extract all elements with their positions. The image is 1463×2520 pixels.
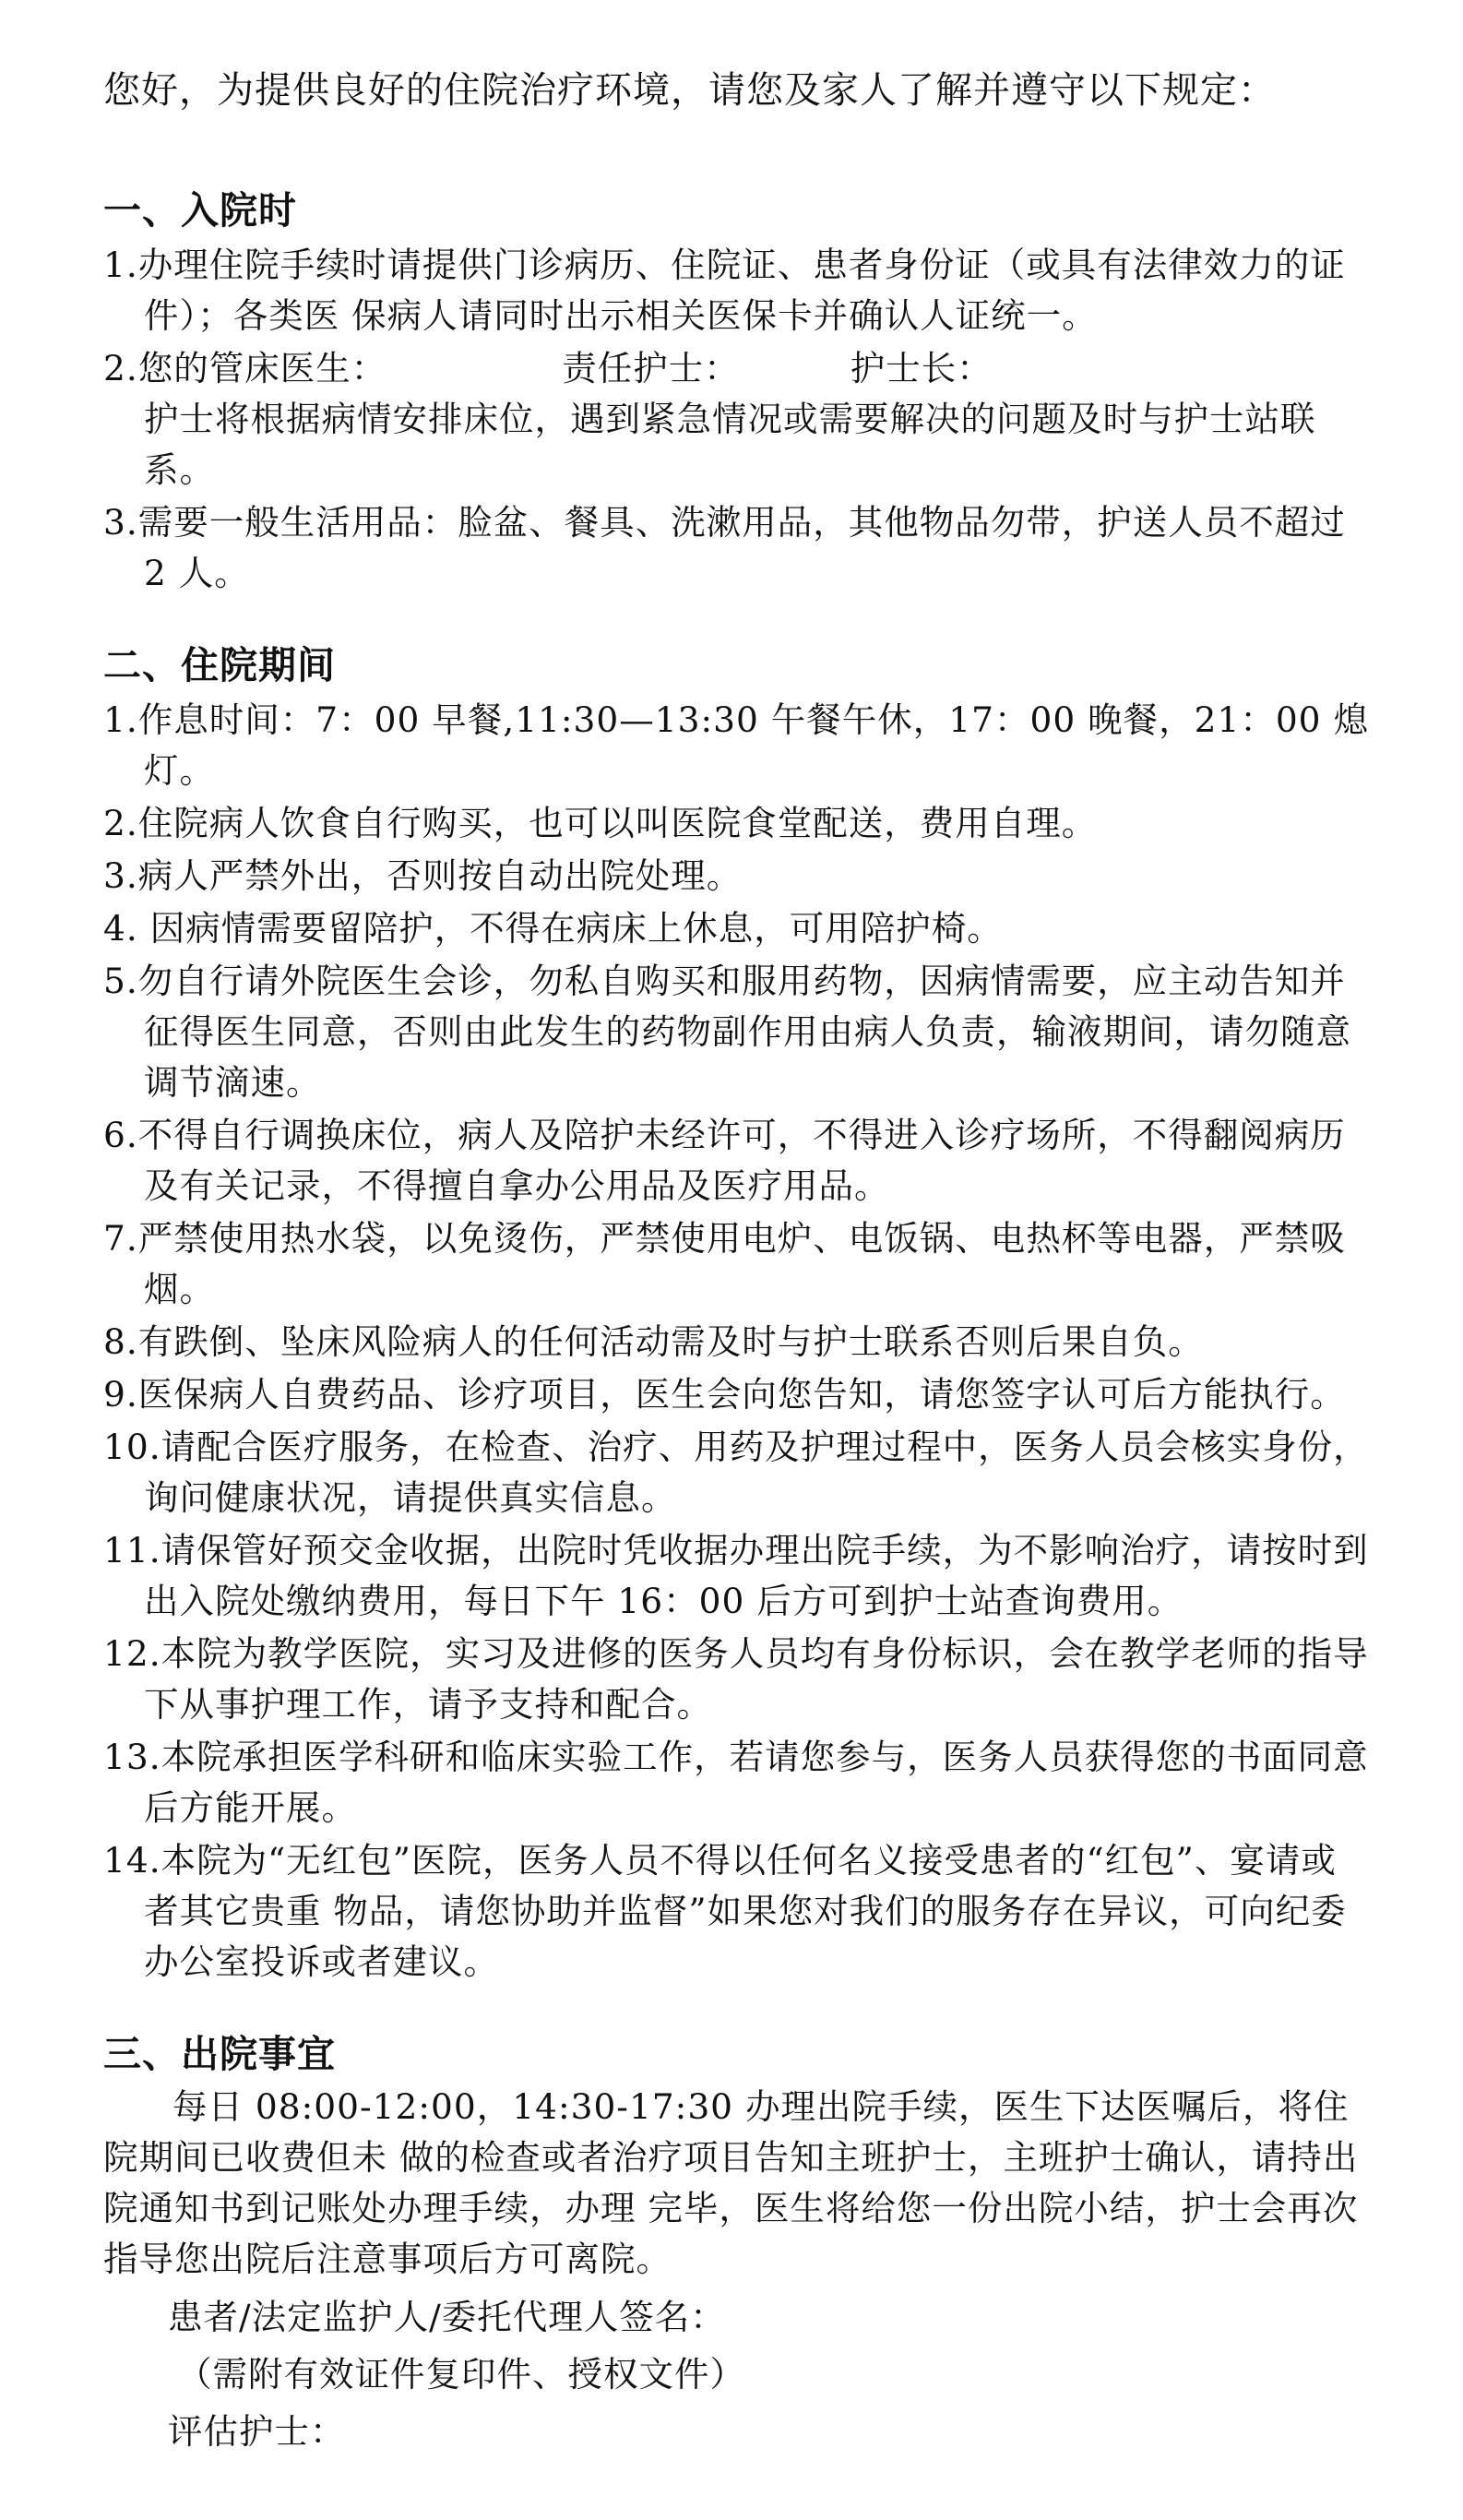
item-text: 本院为教学医院，实习及进修的医务人员均有身份标识，会在教学老师的指导下从事护理工作，请予支持和配合。 (144, 1633, 1369, 1725)
item-number: 3. (103, 502, 138, 543)
item-number: 2. (103, 348, 138, 388)
item-text: 需要一般生活用品：脸盆、餐具、洗漱用品，其他物品勿带，护送人员不超过 2 人。 (137, 502, 1346, 593)
stay-item-12 (103, 1629, 1371, 1730)
stay-item-14 (103, 1835, 1371, 1988)
item-text: 因病情需要留陪护，不得在病床上休息，可用陪护椅。 (137, 908, 1003, 949)
item-number: 1. (103, 245, 138, 285)
item-number: 10. (103, 1427, 161, 1467)
stay-item-6 (103, 1110, 1371, 1212)
item-text: 本院为“无红包”医院，医务人员不得以任何名义接受患者的“红包”、宴请或者其它贵重 物品，请您协助并监督”如果您对我们的服务存在异议，可向纪委办公室投诉或者建议。 (144, 1840, 1347, 1982)
item-text: 办理住院手续时请提供门诊病历、住院证、患者身份证（或具有法律效力的证件）；各类医 保病人请同时出示相关医保卡并确认人证统一。 (137, 245, 1346, 336)
admission-item-2 (103, 343, 1371, 496)
item-text (138, 348, 993, 388)
stay-list (103, 695, 1371, 1988)
item-number: 9. (103, 1374, 138, 1415)
stay-item-2 (103, 798, 1371, 849)
item-text: 严禁使用热水袋，以免烫伤，严禁使用电炉、电饭锅、电热杯等电器，严禁吸烟。 (137, 1218, 1346, 1309)
intro-text: 您好，为提供良好的住院治疗环境，请您及家人了解并遵守以下规定： (103, 69, 1276, 112)
admission-list (103, 240, 1371, 599)
attending-doctor-label: 您的管床医生： (137, 348, 387, 388)
assessment-nurse-label: 评估护士： (168, 2411, 346, 2452)
section-title-admission: 一、入院时 (103, 188, 297, 233)
stay-item-7 (103, 1213, 1371, 1315)
item-text: 勿自行请外院医生会诊，勿私自购买和服用药物，因病情需要，应主动告知并征得医生同意，否则由此发生的药物副作用由病人负责，输液期间，请勿随意调节滴速。 (137, 961, 1351, 1103)
item-number: 6. (103, 1115, 138, 1155)
item-number: 7. (103, 1218, 138, 1259)
stay-item-8 (103, 1317, 1371, 1367)
item-number: 11. (103, 1530, 161, 1571)
item-number: 3. (103, 855, 138, 896)
admission-item-3 (103, 497, 1371, 599)
signature-label: 患者/法定监护人/委托代理人签名： (168, 2297, 726, 2337)
responsible-nurse-label: 责任护士： (562, 348, 740, 388)
head-nurse-label: 护士长： (850, 348, 993, 388)
section-title-discharge: 三、出院事宜 (103, 2032, 336, 2076)
item-number: 8. (103, 1321, 138, 1362)
item-text-continued: 护士将根据病情安排床位，遇到紧急情况或需要解决的问题及时与护士站联系。 (144, 399, 1316, 490)
item-text: 请保管好预交金收据，出院时凭收据办理出院手续，为不影响治疗，请按时到出入院处缴纳费用，每日下午 16：00 后方可到护士站查询费用。 (144, 1530, 1369, 1621)
item-number: 1. (103, 699, 138, 740)
signature-note: （需附有效证件复印件、授权文件） (177, 2354, 745, 2395)
item-number: 4. (103, 908, 138, 949)
stay-item-4 (103, 903, 1371, 954)
item-number: 12. (103, 1633, 161, 1674)
stay-item-13 (103, 1732, 1371, 1833)
item-number: 14. (103, 1840, 161, 1881)
item-text: 请配合医疗服务，在检查、治疗、用药及护理过程中，医务人员会核实身份，询问健康状况，请提供真实信息。 (144, 1427, 1369, 1518)
item-number: 13. (103, 1737, 161, 1777)
item-text: 医保病人自费药品、诊疗项目，医生会向您告知，请您签字认可后方能执行。 (137, 1374, 1346, 1415)
item-text: 本院承担医学科研和临床实验工作，若请您参与，医务人员获得您的书面同意后方能开展。 (144, 1737, 1369, 1828)
stay-item-9 (103, 1369, 1371, 1420)
item-number: 2. (103, 803, 138, 843)
discharge-text: 每日 08:00-12:00，14:30-17:30 办理出院手续，医生下达医嘱后，将住院期间已收费但未 做的检查或者治疗项目告知主班护士，主班护士确认，请持出院通知书到记账处办理手续，办理 完毕，医生将给您一份出院小结，护士会再次指导您出院后注意事项后方可离院。 (103, 2086, 1359, 2279)
stay-item-10 (103, 1422, 1371, 1523)
item-text: 不得自行调换床位，病人及陪护未经许可，不得进入诊疗场所，不得翻阅病历及有关记录，不得擅自拿办公用品及医疗用品。 (137, 1115, 1346, 1206)
item-text: 有跌倒、坠床风险病人的任何活动需及时与护士联系否则后果自负。 (137, 1321, 1204, 1362)
stay-item-3 (103, 851, 1371, 902)
item-text: 作息时间：7：00 早餐,11:30—13:30 午餐午休，17：00 晚餐，21：00 熄灯。 (137, 699, 1369, 791)
item-text: 住院病人饮食自行购买，也可以叫医院食堂配送，费用自理。 (137, 803, 1098, 843)
item-text: 病人严禁外出，否则按自动出院处理。 (137, 855, 743, 896)
stay-item-11 (103, 1525, 1371, 1627)
stay-item-5 (103, 956, 1371, 1108)
stay-item-1 (103, 695, 1371, 796)
section-title-stay: 二、住院期间 (103, 643, 336, 687)
item-number: 5. (103, 961, 138, 1001)
admission-item-1 (103, 240, 1371, 341)
